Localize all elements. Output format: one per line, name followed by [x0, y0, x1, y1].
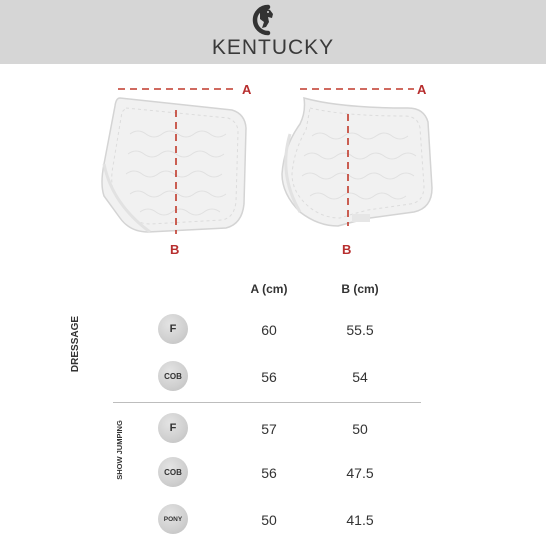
- value-a: 50: [261, 512, 277, 528]
- column-header-b: B (cm): [341, 282, 379, 296]
- group-label-show-jumping: SHOW JUMPING: [115, 420, 124, 480]
- horse-horseshoe-logo-icon: [246, 2, 280, 38]
- brand-name: KENTUCKY: [211, 36, 335, 59]
- value-b: 50: [352, 421, 368, 437]
- column-header-a: A (cm): [250, 282, 288, 296]
- value-b: 47.5: [346, 465, 374, 481]
- value-b: 55.5: [346, 322, 374, 338]
- jumping-label-b: B: [342, 242, 352, 257]
- size-badge: COB: [158, 457, 188, 487]
- value-a: 56: [261, 369, 277, 385]
- size-badge: F: [158, 314, 188, 344]
- jumping-pad-shape: [282, 98, 432, 226]
- value-b: 41.5: [346, 512, 374, 528]
- group-divider: [113, 402, 421, 403]
- size-badge: PONY: [158, 504, 188, 534]
- size-badge: COB: [158, 361, 188, 391]
- value-a: 60: [261, 322, 277, 338]
- saddle-pad-diagram: [0, 64, 546, 264]
- dressage-label-b: B: [170, 242, 180, 257]
- size-badge: F: [158, 413, 188, 443]
- dressage-pad-shape: [102, 98, 246, 232]
- value-a: 57: [261, 421, 277, 437]
- value-b: 54: [352, 369, 368, 385]
- brand-header: [0, 0, 546, 64]
- pad-illustrations: [0, 64, 546, 264]
- group-label-dressage: DRESSAGE: [70, 315, 81, 373]
- jumping-label-a: A: [417, 82, 427, 97]
- value-a: 56: [261, 465, 277, 481]
- dressage-label-a: A: [242, 82, 252, 97]
